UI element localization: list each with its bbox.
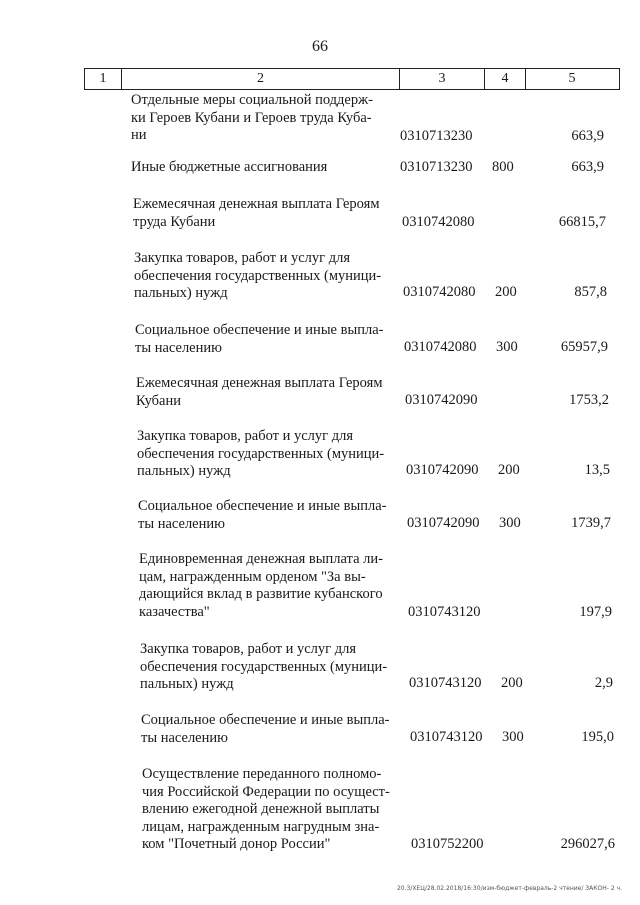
row-name-line: Кубани <box>136 392 181 409</box>
row-name <box>142 766 404 854</box>
row-code: 0310742080 <box>402 214 475 230</box>
row-amount: 1739,7 <box>571 515 611 531</box>
row-amount: 66815,7 <box>558 214 606 230</box>
row-code: 0310742090 <box>407 515 480 531</box>
row-expense-type: 300 <box>502 729 524 745</box>
row-expense-type: 300 <box>499 515 521 531</box>
row-name <box>131 159 393 177</box>
row-name-line: пальных) нужд <box>134 285 228 301</box>
row-name-line: Иные бюджетные ассигнования <box>131 159 328 175</box>
row-name-line: Социальное обеспечение и иные выпла- <box>138 498 387 514</box>
row-name-line: Закупка товаров, работ и услуг для <box>134 250 351 266</box>
row-code: 0310742090 <box>406 462 479 478</box>
row-name-line: Единовременная денежная выплата ли- <box>139 551 383 567</box>
header-col-5: 5 <box>568 71 576 86</box>
row-expense-type: 200 <box>495 284 517 300</box>
row-name-line: казачества" <box>139 603 210 620</box>
row-name <box>133 196 395 231</box>
header-col-3: 3 <box>400 69 485 89</box>
row-code: 0310743120 <box>410 729 483 745</box>
row-expense-type: 200 <box>501 675 523 691</box>
header-col-2: 2 <box>122 69 400 89</box>
row-name-line: Осуществление переданного полномо- <box>142 766 382 782</box>
row-amount: 13,5 <box>584 462 610 478</box>
row-name <box>135 322 397 357</box>
row-code: 0310713230 <box>400 128 473 144</box>
row-name <box>139 551 401 621</box>
table-header <box>84 68 620 90</box>
row-name-line: ты населению <box>135 339 222 356</box>
row-code: 0310752200 <box>411 836 484 852</box>
row-name-line: Ежемесячная денежная выплата Героям <box>136 375 383 391</box>
row-name-line: лицам, награжденным нагрудным зна- <box>142 818 380 835</box>
row-name-line: Социальное обеспечение и иные выпла- <box>135 322 384 338</box>
row-code: 0310743120 <box>409 675 482 691</box>
row-name <box>138 498 400 533</box>
row-amount: 197,9 <box>579 604 612 620</box>
row-name-line: ты населению <box>138 515 225 532</box>
row-amount: 65957,9 <box>560 339 608 355</box>
page-number: 66 <box>312 38 328 55</box>
row-code: 0310743120 <box>408 604 481 620</box>
row-code: 0310742080 <box>404 339 477 355</box>
row-amount: 1753,2 <box>569 392 609 408</box>
header-col-1: 1 <box>85 69 122 89</box>
row-name-line: Закупка товаров, работ и услуг для <box>140 641 357 657</box>
row-amount: 663,9 <box>571 159 604 175</box>
row-code: 0310742080 <box>403 284 476 300</box>
row-name-line: чия Российской Федерации по осущест- <box>142 783 390 800</box>
row-name <box>134 250 396 303</box>
row-expense-type: 300 <box>496 339 518 355</box>
row-name <box>136 375 398 410</box>
row-name-line: труда Кубани <box>133 213 216 230</box>
row-name <box>140 641 402 694</box>
row-name-line: ком "Почетный донор России" <box>142 836 331 852</box>
row-name-line: обеспечения государственных (муници- <box>134 267 382 284</box>
row-name-line: влению ежегодной денежной выплаты <box>142 801 380 817</box>
row-amount: 195,0 <box>581 729 614 745</box>
header-col-4: 4 <box>485 69 526 89</box>
row-name-line: Ежемесячная денежная выплата Героям <box>133 196 380 212</box>
row-name <box>131 92 393 145</box>
row-name-line: дающийся вклад в развитие кубанского <box>139 586 383 602</box>
footer-stamp: 20.3/ХЕЦ/28.02.2018/16:30/изм-бюджет-февраль-2 чтение/ ЗАКОН- 2 ч. <box>396 885 622 892</box>
row-name <box>137 428 399 481</box>
row-name-line: ты населению <box>141 729 228 746</box>
row-code: 0310713230 <box>400 159 473 175</box>
row-amount: 663,9 <box>571 128 604 144</box>
row-name-line: ки Героев Кубани и Героев труда Куба- <box>131 109 372 126</box>
row-name-line: пальных) нужд <box>137 463 231 479</box>
row-name-line: цам, награжденным орденом "За вы- <box>139 568 366 585</box>
row-name-line: Социальное обеспечение и иные выпла- <box>141 712 390 728</box>
row-amount: 2,9 <box>594 675 613 691</box>
row-amount: 296027,6 <box>560 836 615 852</box>
row-amount: 857,8 <box>574 284 607 300</box>
row-code: 0310742090 <box>405 392 478 408</box>
row-name <box>141 712 403 747</box>
row-name-line: Закупка товаров, работ и услуг для <box>137 428 354 444</box>
row-name-line: обеспечения государственных (муници- <box>137 445 385 462</box>
row-expense-type: 200 <box>498 462 520 478</box>
row-name-line: ни <box>131 127 147 143</box>
row-expense-type: 800 <box>492 159 514 175</box>
row-name-line: пальных) нужд <box>140 676 234 692</box>
row-name-line: Отдельные меры социальной поддерж- <box>131 92 373 108</box>
row-name-line: обеспечения государственных (муници- <box>140 658 388 675</box>
